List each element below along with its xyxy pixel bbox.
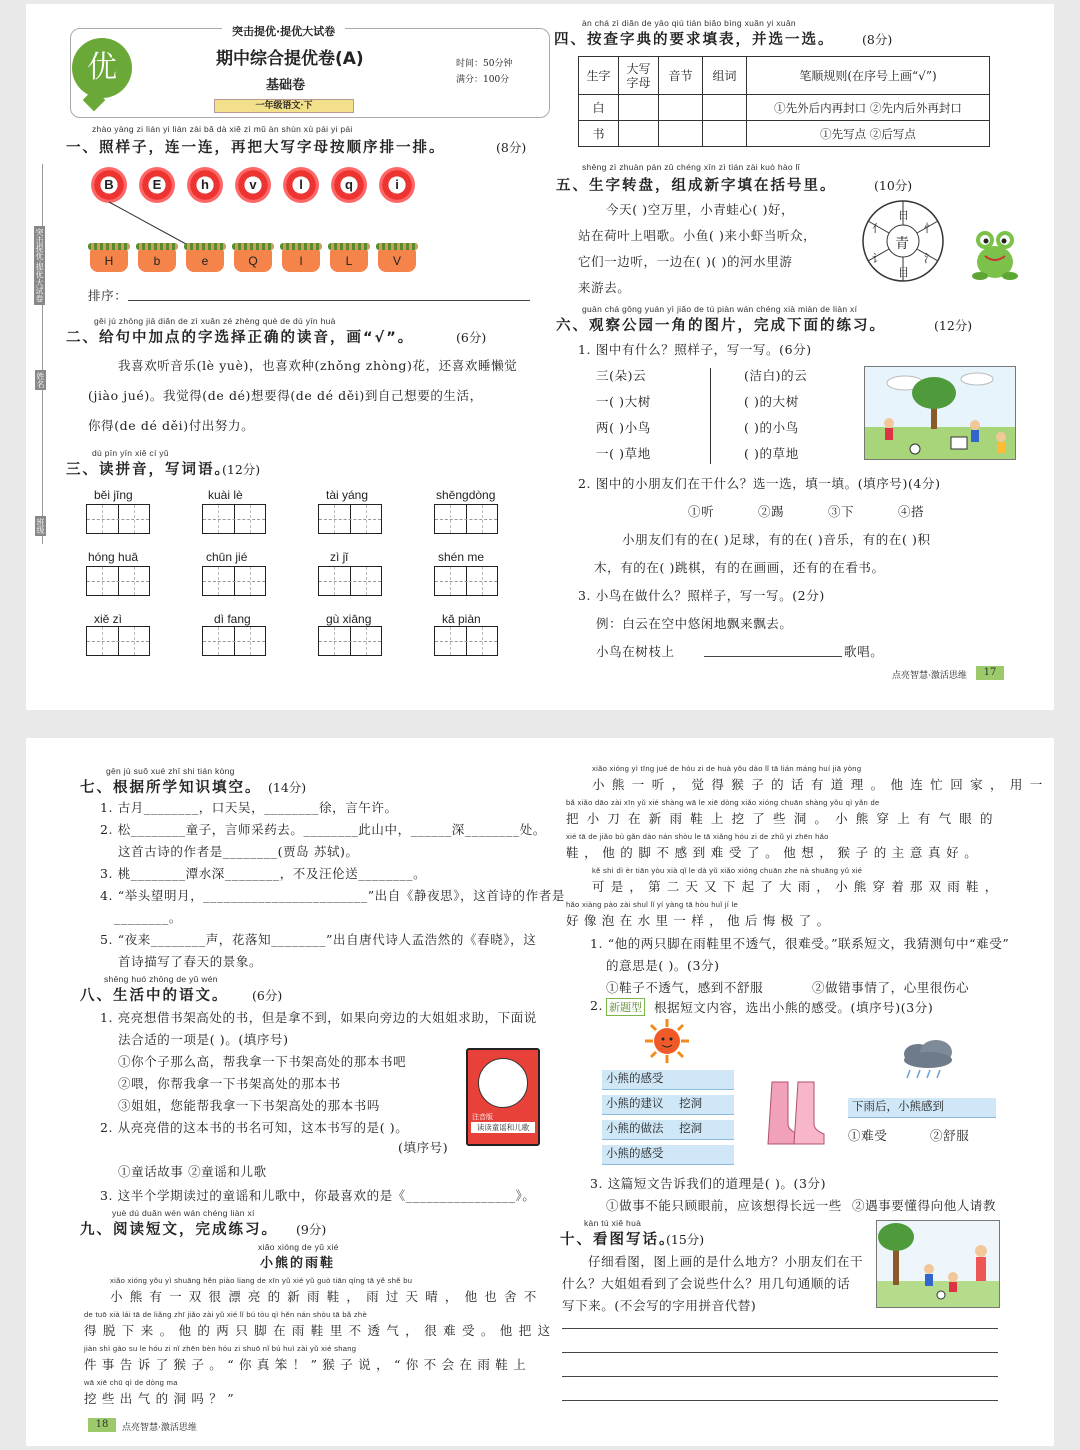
q6-sub1: 1. 图中有什么？照样子，写一写。(6分) — [578, 342, 812, 357]
q7-pinyin: gēn jù suǒ xué zhī shi tián kòng — [106, 766, 235, 776]
story-pinyin: de tuō xià lái tā de liǎng zhī jiǎo zài yǔ xié lǐ bú tòu qì hěn nán shòu tā bǎ zhè — [84, 1310, 367, 1319]
q6-left: 两( )小鸟 — [596, 420, 651, 435]
q8-line: ①童话故事 ②童谣和儿歌 — [118, 1164, 267, 1179]
wheel-char: 日 — [898, 209, 909, 222]
q6-left: 一( )草地 — [596, 446, 651, 461]
table-cell-blank[interactable] — [703, 95, 747, 121]
writing-grid[interactable] — [434, 566, 498, 596]
order-label: 排序： — [88, 288, 128, 303]
q5-line: 来游去。 — [578, 280, 631, 295]
story-pinyin: wā xiē chū qì de dòng ma — [84, 1378, 178, 1387]
column-divider — [710, 368, 711, 464]
writing-grid[interactable] — [318, 504, 382, 534]
pot-letter: H — [90, 250, 128, 272]
q8-line: (填序号) — [398, 1140, 449, 1155]
story-pinyin: xié tā de jiǎo bù gǎn dào nán shòu le tā xiǎng hóu zi de zhǔ yi zhēn hǎo — [566, 832, 829, 841]
q5-pinyin: shēng zì zhuàn pán zǔ chéng xīn zì tián zài kuò hào lǐ — [582, 162, 800, 172]
q6-fill: 木，有的在( )跳棋，有的在画画，还有的在看书。 — [594, 560, 885, 575]
writing-picture — [876, 1220, 1000, 1308]
story-pinyin: xiǎo xióng yǒu yì shuāng hěn piào liang de xīn yǔ xié yǔ guò tiān qíng tā yě shě bu — [110, 1276, 413, 1285]
score-label: 满分：100分 — [456, 75, 510, 85]
writing-line[interactable] — [562, 1376, 998, 1377]
park-picture — [864, 366, 1016, 460]
time-label: 时间：50分钟 — [456, 59, 513, 69]
writing-grid[interactable] — [202, 566, 266, 596]
q8-line: 3. 这半个学期读过的童谣和儿歌中，你最喜欢的是《________________》。 — [100, 1188, 536, 1203]
feeling-label: 小熊的感受 — [606, 1146, 664, 1160]
q2-line: (jiào jué)。我觉得(de dé)想要得(de dé děi)到自己想要的生活， — [88, 388, 483, 403]
story-line: 小熊有一双很漂亮的新雨鞋，雨过天晴，他也舍不 — [110, 1289, 544, 1304]
action-row[interactable] — [602, 1120, 734, 1140]
q3-heading: 三、读拼音，写词语。 — [66, 462, 231, 478]
wheel-char: 氵 — [924, 252, 935, 265]
q9-points: (9分) — [296, 1222, 327, 1237]
story-line: 好像泡在水里一样，他后悔极了。 — [566, 913, 835, 928]
page-title: 期中综合提优卷(A) — [216, 49, 364, 69]
table-header: 大写字母 — [619, 57, 659, 95]
q8-line: ①你个子那么高，帮我拿一下书架高处的那本书吧 — [118, 1054, 407, 1069]
wheel-center-char: 青 — [895, 236, 909, 252]
q5-line: 站在荷叶上唱歌。小鱼( )来小虾当听众， — [578, 228, 817, 243]
suggestion-label: 小熊的建议 — [606, 1096, 664, 1110]
book-cover-art — [478, 1058, 528, 1108]
pot-letter: L — [330, 250, 368, 272]
table-cell-rule[interactable]: ①先写点 ②后写点 — [747, 121, 990, 147]
q2-points: (6分) — [456, 330, 487, 345]
q1-heading: 一、照样子，连一连，再把大写字母按顺序排一排。 — [66, 140, 446, 156]
pinyin-word: zì jǐ — [330, 550, 348, 564]
q6-points: (12分) — [934, 318, 973, 333]
flower-letter: h — [190, 170, 220, 200]
table-header: 生字 — [579, 57, 619, 95]
q9-sub3-option: ②遇事要懂得向他人请教 — [852, 1198, 997, 1213]
q7-line: 1. 古月________，口天吴，________徐，言午许。 — [100, 800, 398, 815]
feeling-row[interactable] — [602, 1070, 734, 1090]
q10-points: (15分) — [666, 1232, 705, 1247]
action-label: 小熊的做法 — [606, 1121, 664, 1135]
q9-sub2: 根据短文内容，选出小熊的感受。(填序号)(3分) — [654, 1000, 934, 1015]
page-17 — [26, 4, 1054, 710]
rain-option: ②舒服 — [930, 1128, 970, 1143]
dictionary-table — [578, 56, 990, 147]
q6-option: ④搭 — [898, 504, 925, 519]
pot-letter: V — [378, 250, 416, 272]
writing-grid[interactable] — [202, 626, 266, 656]
wheel-char: 亻 — [872, 222, 883, 235]
q7-line: 3. 桃________潭水深________，不及汪伦送________。 — [100, 866, 427, 881]
pinyin-word: gù xiāng — [326, 612, 372, 626]
q2-heading: 二、给句中加点的字选择正确的读音，画“√”。 — [66, 330, 415, 346]
writing-grid[interactable] — [318, 626, 382, 656]
writing-grid[interactable] — [434, 504, 498, 534]
q6-option: ①听 — [688, 504, 715, 519]
q6-pinyin: guān chá gōng yuán yì jiǎo de tú piàn wán chéng xià miàn de liàn xí — [582, 304, 858, 314]
pot-letter: e — [186, 250, 224, 272]
story-title-pinyin: xiǎo xióng de yǔ xié — [258, 1242, 339, 1252]
q7-line: 4. “举头望明月，________________________”出自《静夜思》，这首诗的作者是 — [100, 888, 565, 903]
pinyin-word: kǎ piàn — [442, 612, 481, 626]
table-cell-char: 白 — [579, 95, 619, 121]
writing-line[interactable] — [562, 1328, 998, 1329]
q5-line: 它们一边听，一边在( )( )的河水里游 — [578, 254, 793, 269]
q2-pinyin: gěi jù zhōng jiā diǎn de zì xuǎn zé zhèng què de dú yīn huà — [94, 316, 336, 326]
q7-line: ________。 — [114, 910, 182, 925]
q6-right: ( )的小鸟 — [744, 420, 799, 435]
pinyin-word: chūn jié — [206, 550, 248, 564]
table-header: 笔顺规则(在序号上画“√”) — [747, 57, 990, 95]
table-header: 音节 — [659, 57, 703, 95]
q6-right: (洁白)的云 — [744, 368, 808, 383]
q6-right: ( )的大树 — [744, 394, 799, 409]
footer-slogan: 点亮智慧·激活思维 — [892, 671, 967, 681]
story-line: 件事告诉了猴子。“你真笨！”猴子说，“你不会在雨鞋上 — [84, 1357, 532, 1372]
table-cell-char: 书 — [579, 121, 619, 147]
page-number: 17 — [976, 666, 1004, 680]
book-illustration — [466, 1048, 540, 1146]
grade-tag: 一年级语文·下 — [214, 99, 354, 113]
q7-line: 2. 松________童子，言师采药去。________此山中，______深________处。 — [100, 822, 546, 837]
writing-grid[interactable] — [434, 626, 498, 656]
badge-icon: 优 — [72, 38, 132, 98]
flower-letter: v — [238, 170, 268, 200]
suggestion-row[interactable] — [602, 1095, 734, 1115]
q10-heading: 十、看图写话。 — [560, 1232, 676, 1248]
story-line: 把小刀在新雨鞋上挖了些洞。小熊穿上有气眼的 — [566, 811, 1001, 826]
table-cell-rule[interactable]: ①先外后内再封口 ②先内后外再封口 — [747, 95, 990, 121]
story-line: 得脱下来。他的两只脚在雨鞋里不透气，很难受。他把这 — [84, 1323, 557, 1338]
q9-sub1-option: ②做错事情了，心里很伤心 — [812, 980, 970, 995]
q10-line: 什么？大姐姐看到了会说些什么？用几句通顺的话 — [562, 1276, 851, 1291]
writing-grid[interactable] — [86, 626, 150, 656]
q6-example: 例：白云在空中悠闲地飘来飘去。 — [596, 616, 793, 631]
table-cell-blank[interactable] — [659, 121, 703, 147]
writing-line[interactable] — [562, 1400, 998, 1401]
pinyin-word: xiě zì — [94, 612, 123, 626]
pot-letter: b — [138, 250, 176, 272]
q6-left: 三(朵)云 — [596, 368, 647, 383]
new-type-tag: 新题型 — [606, 998, 645, 1016]
writing-line[interactable] — [562, 1352, 998, 1353]
q6-fill: 小朋友们有的在( )足球，有的在( )音乐，有的在( )积 — [622, 532, 931, 547]
feeling-row-2[interactable] — [602, 1145, 734, 1165]
story-pinyin: hǎo xiàng pào zài shuǐ lǐ yí yàng tā hòu huǐ jí le — [566, 900, 739, 909]
q9-pinyin: yuè dú duǎn wén wán chéng liàn xí — [112, 1208, 255, 1218]
q9-sub3: 3. 这篇短文告诉我们的道理是( )。(3分) — [590, 1176, 827, 1191]
q4-points: (8分) — [862, 32, 893, 47]
wheel-char: 忄 — [924, 222, 935, 235]
pinyin-word: shēngdòng — [436, 488, 496, 502]
sun-icon — [644, 1018, 690, 1064]
pot-letter: I — [282, 250, 320, 272]
margin-divider — [42, 164, 43, 544]
pot-letter: Q — [234, 250, 272, 272]
flower-letter: l — [286, 170, 316, 200]
story-pinyin: bǎ xiǎo dāo zài xīn yǔ xié shàng wā le xiē dòng xiǎo xióng chuān shàng yǒu qì yǎn de — [566, 798, 880, 807]
margin-label-name: 姓名 — [36, 372, 45, 388]
story-line: 挖些出气的洞吗？” — [84, 1391, 239, 1406]
frog-illustration — [970, 224, 1020, 282]
wheel-char: 讠 — [872, 252, 883, 265]
q10-line: 写下来。(不会写的字用拼音代替) — [562, 1298, 757, 1313]
q4-heading: 四、按查字典的要求填表，并选一选。 — [554, 32, 835, 48]
q6-answer-suffix: 歌唱。 — [844, 644, 884, 659]
q6-right: ( )的草地 — [744, 446, 799, 461]
pinyin-word: hóng huā — [88, 550, 139, 564]
wheel-char: 目 — [898, 266, 909, 279]
q6-option: ③下 — [828, 504, 855, 519]
action-fill: 挖洞 — [679, 1121, 703, 1135]
q8-points: (6分) — [252, 988, 283, 1003]
q7-points: (14分) — [268, 780, 307, 795]
rain-boots-illustration — [766, 1078, 830, 1148]
q8-line: 2. 从亮亮借的这本书的书名可知，这本书写的是( )。 — [100, 1120, 409, 1135]
book-title: 读读童谣和儿歌 — [471, 1122, 535, 1133]
story-pinyin: kě shì dì èr tiān yòu xià qǐ le dà yǔ xiǎo xióng chuān zhe nà shuāng yǔ xié — [592, 866, 863, 875]
rain-option: ①难受 — [848, 1128, 888, 1143]
q10-line: 仔细看图，图上画的是什么地方？小朋友们在干 — [588, 1254, 864, 1269]
writing-grid[interactable] — [86, 504, 150, 534]
feeling-label: 小熊的感受 — [606, 1071, 664, 1085]
footer-slogan: 点亮智慧·激活思维 — [122, 1423, 197, 1433]
q9-heading: 九、阅读短文，完成练习。 — [80, 1222, 278, 1238]
q6-left: 一( )大树 — [596, 394, 651, 409]
story-title: 小熊的雨鞋 — [260, 1256, 336, 1271]
q9-sub2-number: 2. — [590, 998, 604, 1013]
q8-line: ③姐姐，您能帮我拿一下书架高处的那本书吗 — [118, 1098, 381, 1113]
q9-sub1b: 的意思是( )。(3分) — [606, 958, 720, 973]
flower-letter: q — [334, 170, 364, 200]
q9-sub1-option: ①鞋子不透气，感到不舒服 — [606, 980, 764, 995]
q8-line: ②喂，你帮我拿一下书架高处的那本书 — [118, 1076, 341, 1091]
table-cell-blank[interactable] — [659, 95, 703, 121]
q6-heading: 六、观察公园一角的图片，完成下面的练习。 — [556, 318, 886, 334]
flower-letter: E — [142, 170, 172, 200]
q8-heading: 八、生活中的语文。 — [80, 988, 229, 1004]
q6-answer-prefix: 小鸟在树枝上 — [596, 644, 675, 659]
q2-line: 我喜欢听音乐(lè yuè)，也喜欢种(zhǒng zhòng)花，还喜欢睡懒觉 — [118, 358, 518, 373]
q8-pinyin: shēng huó zhōng de yǔ wén — [104, 974, 218, 984]
page-18 — [26, 738, 1054, 1446]
order-answer-line[interactable] — [128, 300, 530, 301]
table-cell-blank[interactable] — [619, 121, 659, 147]
q4-pinyin: àn chá zì diǎn de yāo qiú tián biǎo bìng xuǎn yi xuǎn — [582, 18, 796, 28]
q10-pinyin: kàn tú xiě huà — [584, 1218, 642, 1228]
story-line: 可是，第二天又下起了大雨，小熊穿着那双雨鞋， — [592, 879, 1004, 894]
q6-answer-line[interactable] — [704, 656, 842, 657]
q6-sub2: 2. 图中的小朋友们在干什么？选一选，填一填。(填序号)(4分) — [578, 476, 941, 491]
flower-letter: B — [94, 170, 124, 200]
q1-points: (8分) — [496, 140, 527, 155]
q5-line: 今天( )空万里，小青蛙心( )好， — [606, 202, 795, 217]
story-line: 鞋，他的脚不感到难受了。他想，猴子的主意真好。 — [566, 845, 983, 860]
rain-feeling-row[interactable]: 下雨后，小熊感到 — [848, 1098, 996, 1118]
table-header: 组词 — [703, 57, 747, 95]
pinyin-word: tài yáng — [326, 488, 369, 502]
story-pinyin: xiǎo xióng yì tīng jué de hóu zi de huà yǒu dào lǐ tā lián máng huí jiā yòng — [592, 764, 862, 773]
q5-points: (10分) — [874, 178, 913, 193]
book-edition: 注音版 — [472, 1113, 493, 1121]
writing-grid[interactable] — [202, 504, 266, 534]
writing-grid[interactable] — [86, 566, 150, 596]
q3-points: (12分) — [222, 462, 261, 477]
q8-line: 法合适的一项是( )。(填序号) — [118, 1032, 289, 1047]
q7-line: 5. “夜来________声，花落知________”出自唐代诗人孟浩然的《春晓》，这 — [100, 932, 537, 947]
margin-label-class: 班级 — [36, 518, 45, 534]
q2-line: 你得(de dé děi)付出努力。 — [88, 418, 255, 433]
page-number: 18 — [88, 1418, 116, 1432]
rain-cloud-icon — [896, 1038, 960, 1084]
story-pinyin: jiàn shì gào su le hóu zi nǐ zhēn bèn hóu zi shuō nǐ bú huì zài yǔ xié shang — [84, 1344, 357, 1353]
q9-sub3-option: ①做事不能只顾眼前，应该想得长远一些 — [606, 1198, 842, 1213]
table-cell-blank[interactable] — [703, 121, 747, 147]
margin-label-school: 突击提优·提优大试卷 — [35, 228, 44, 303]
q7-line: 首诗描写了春天的景象。 — [118, 954, 263, 969]
q9-sub1: 1. “他的两只脚在雨鞋里不透气，很难受。”联系短文，我猜测句中“难受” — [590, 936, 1010, 951]
pinyin-word: shén me — [438, 550, 485, 564]
q1-pinyin: zhào yàng zi lián yi lián zài bǎ dà xiě zì mǔ àn shùn xù pái yi pái — [92, 124, 353, 134]
q5-heading: 五、生字转盘，组成新字填在括号里。 — [556, 178, 837, 194]
pinyin-word: dì fang — [214, 612, 251, 626]
q7-line: 这首古诗的作者是________(贾岛 苏轼)。 — [118, 844, 359, 859]
page-subtitle: 基础卷 — [266, 78, 306, 93]
table-cell-blank[interactable] — [619, 95, 659, 121]
story-line: 小熊一听，觉得猴子的话有道理。他连忙回家，用一 — [592, 777, 1050, 792]
header-banner: 突击提优·提优大试卷 — [222, 22, 345, 40]
q3-pinyin: dú pīn yīn xiě cí yǔ — [92, 448, 169, 458]
suggestion-fill: 挖洞 — [679, 1096, 703, 1110]
pinyin-word: běi jīng — [94, 488, 133, 502]
q8-line: 1. 亮亮想借书架高处的书，但是拿不到，如果向旁边的大姐姐求助，下面说 — [100, 1010, 537, 1025]
q6-sub3: 3. 小鸟在做什么？照样子，写一写。(2分) — [578, 588, 825, 603]
q6-option: ②踢 — [758, 504, 785, 519]
flower-letter: i — [382, 170, 412, 200]
writing-grid[interactable] — [318, 566, 382, 596]
pinyin-word: kuài lè — [208, 488, 243, 502]
q7-heading: 七、根据所学知识填空。 — [80, 780, 262, 796]
